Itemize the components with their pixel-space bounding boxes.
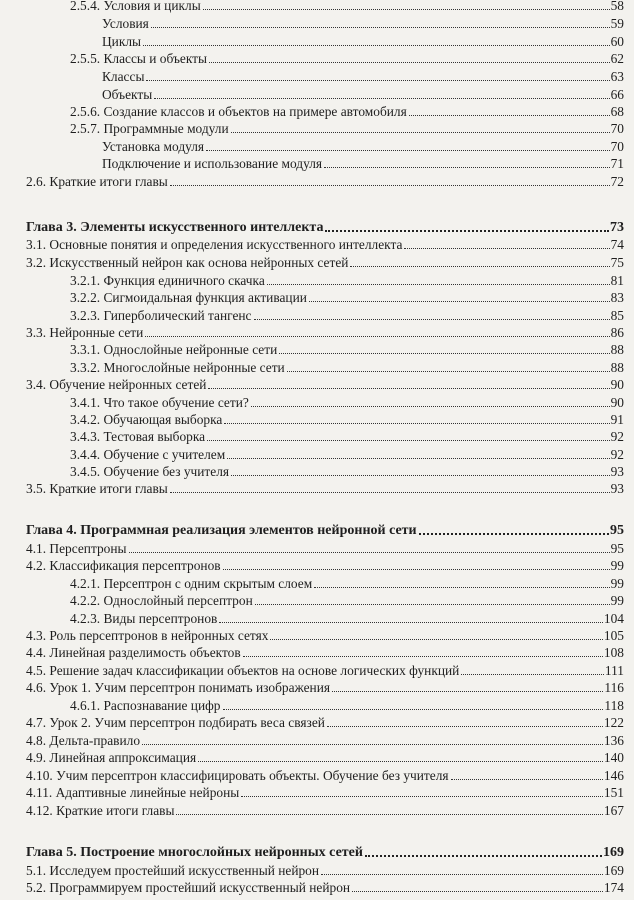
- toc-entry-title: 2.5.7. Программные модули: [70, 121, 229, 136]
- toc-dot-leader: [325, 230, 609, 232]
- toc-entry-page: 68: [610, 104, 624, 119]
- toc-entry-page: 63: [610, 69, 624, 84]
- toc-entry-page: 93: [610, 464, 624, 479]
- toc-entry-page: 99: [610, 576, 624, 591]
- toc-entry: [70, 102, 624, 120]
- toc-entry: [26, 713, 624, 731]
- toc-entry: [70, 696, 624, 714]
- toc-entry-title: 3.4.1. Что такое обучение сети?: [70, 395, 249, 410]
- toc-dot-leader: [309, 301, 610, 302]
- toc-dot-leader: [227, 458, 609, 459]
- toc-dot-leader: [243, 656, 603, 657]
- toc-entry-page: 95: [610, 523, 624, 538]
- toc-dot-leader: [255, 604, 610, 605]
- toc-entry-title: 4.2.3. Виды персептронов: [70, 611, 218, 626]
- toc-entry-title: 3.2. Искусственный нейрон как основа нейронных сетей: [26, 255, 349, 270]
- toc-entry: [26, 678, 624, 696]
- toc-dot-leader: [350, 266, 609, 267]
- toc-entry-page: 85: [610, 308, 624, 323]
- toc-entry-title: 3.4.2. Обучающая выборка: [70, 412, 223, 427]
- toc-entry: [26, 643, 624, 661]
- toc-chapter-entry: [26, 843, 624, 861]
- toc-entry-page: 108: [603, 645, 624, 660]
- toc-entry-page: 104: [603, 611, 624, 626]
- toc-entry: [26, 539, 624, 557]
- toc-entry-page: 74: [610, 237, 624, 252]
- toc-entry-title: 2.5.6. Создание классов и объектов на примере автомобиля: [70, 104, 407, 119]
- toc-dot-leader: [146, 80, 609, 81]
- toc-entry-page: 72: [610, 174, 624, 189]
- toc-entry-page: 88: [610, 360, 624, 375]
- toc-entry-page: 73: [610, 220, 624, 235]
- toc-entry-page: 62: [610, 51, 624, 66]
- toc-dot-leader: [151, 27, 610, 28]
- toc-chapter-entry: [26, 218, 624, 236]
- toc-entry: [70, 49, 624, 67]
- toc-entry-page: 99: [610, 558, 624, 573]
- toc-entry-title: 4.10. Учим персептрон классифицировать объекты. Обучение без учителя: [26, 768, 449, 783]
- toc-entry-page: 58: [610, 0, 624, 13]
- toc-dot-leader: [145, 336, 609, 337]
- toc-entry-page: 75: [610, 255, 624, 270]
- toc-entry-page: 174: [603, 880, 624, 895]
- toc-entry-title: 4.5. Решение задач классификации объектов на основе логических функций: [26, 663, 460, 678]
- toc-entry-title: 4.6.1. Распознавание цифр: [70, 698, 221, 713]
- toc-dot-leader: [176, 814, 602, 815]
- toc-dot-leader: [254, 319, 610, 320]
- toc-entry-page: 95: [610, 541, 624, 556]
- toc-entry-title: 4.11. Адаптивные линейные нейроны: [26, 785, 240, 800]
- toc-entry-page: 151: [603, 785, 624, 800]
- toc-entry-page: 59: [610, 16, 624, 31]
- toc-entry-page: 146: [603, 768, 624, 783]
- toc-entry: [102, 67, 624, 85]
- toc-entry-page: 169: [603, 863, 624, 878]
- toc-dot-leader: [223, 709, 604, 710]
- toc-entry: [70, 288, 624, 306]
- toc-entry-title: 3.4.3. Тестовая выборка: [70, 429, 206, 444]
- toc-entry-page: 167: [603, 803, 624, 818]
- toc-dot-leader: [241, 796, 603, 797]
- toc-entry: [70, 119, 624, 137]
- toc-entry-page: 116: [604, 680, 624, 695]
- toc-entry-title: 4.7. Урок 2. Учим персептрон подбирать веса связей: [26, 715, 325, 730]
- toc-entry-page: 92: [610, 447, 624, 462]
- toc-dot-leader: [208, 388, 609, 389]
- toc-entry: [70, 445, 624, 463]
- toc-entry-page: 91: [610, 412, 624, 427]
- toc-entry-title: Объекты: [102, 87, 153, 102]
- toc-entry-page: 118: [604, 698, 624, 713]
- toc-entry-page: 105: [603, 628, 624, 643]
- toc-dot-leader: [142, 744, 603, 745]
- toc-entry: [26, 375, 624, 393]
- toc-entry-title: Глава 5. Построение многослойных нейронных сетей: [26, 845, 363, 860]
- toc-entry-title: 3.5. Краткие итоги главы: [26, 481, 168, 496]
- toc-entry: [26, 626, 624, 644]
- toc-dot-leader: [287, 371, 610, 372]
- toc-entry: [70, 306, 624, 324]
- toc-entry-page: 70: [610, 121, 624, 136]
- toc-entry-page: 122: [603, 715, 624, 730]
- toc-dot-leader: [267, 284, 610, 285]
- toc-dot-leader: [224, 423, 609, 424]
- toc-entry-page: 88: [610, 342, 624, 357]
- toc-entry-title: Условия: [102, 16, 149, 31]
- toc-entry: [102, 32, 624, 50]
- toc-dot-leader: [170, 492, 610, 493]
- toc-entry-title: 4.4. Линейная разделимость объектов: [26, 645, 241, 660]
- toc-entry: [26, 731, 624, 749]
- toc-entry-title: 4.8. Дельта-правило: [26, 733, 141, 748]
- toc-entry: [102, 154, 624, 172]
- toc-entry-page: 136: [603, 733, 624, 748]
- toc-entry: [70, 358, 624, 376]
- toc-entry-page: 70: [610, 139, 624, 154]
- toc-chapter-entry: [26, 521, 624, 539]
- toc-entry-title: 4.12. Краткие итоги главы: [26, 803, 175, 818]
- toc-entry-page: 140: [603, 750, 624, 765]
- toc-entry-title: 3.2.1. Функция единичного скачка: [70, 273, 265, 288]
- toc-entry: [70, 574, 624, 592]
- toc-entry-title: 5.1. Исследуем простейший искусственный нейрон: [26, 863, 320, 878]
- toc-entry: [70, 340, 624, 358]
- toc-entry-page: 71: [610, 156, 624, 171]
- toc-dot-leader: [404, 248, 609, 249]
- toc-dot-leader: [324, 167, 610, 168]
- toc-entry: [70, 271, 624, 289]
- toc-dot-leader: [198, 761, 603, 762]
- toc-entry-title: 3.4.4. Обучение с учителем: [70, 447, 226, 462]
- toc-entry-title: 4.9. Линейная аппроксимация: [26, 750, 197, 765]
- toc-dot-leader: [231, 475, 610, 476]
- toc-dot-leader: [352, 891, 603, 892]
- toc-entry-page: 93: [610, 481, 624, 496]
- toc-dot-leader: [206, 150, 610, 151]
- toc-dot-leader: [251, 406, 610, 407]
- toc-entry: [26, 479, 624, 497]
- toc-entry-page: 60: [610, 34, 624, 49]
- toc-entry-title: 2.5.4. Условия и циклы: [70, 0, 201, 13]
- toc-dot-leader: [207, 440, 610, 441]
- toc-entry-title: Классы: [102, 69, 145, 84]
- toc-entry-title: 2.6. Краткие итоги главы: [26, 174, 168, 189]
- toc-entry-title: Циклы: [102, 34, 142, 49]
- toc-entry-title: Подключение и использование модуля: [102, 156, 323, 171]
- toc-entry-title: 3.3.1. Однослойные нейронные сети: [70, 342, 278, 357]
- toc-dot-leader: [419, 533, 609, 535]
- toc-entry-title: 4.2. Классификация персептронов: [26, 558, 221, 573]
- toc-dot-leader: [154, 98, 609, 99]
- toc-entry: [102, 85, 624, 103]
- toc-entry-title: 3.2.3. Гиперболический тангенс: [70, 308, 252, 323]
- toc-dot-leader: [223, 569, 610, 570]
- toc-entry-title: 4.6. Урок 1. Учим персептрон понимать изображения: [26, 680, 331, 695]
- toc-dot-leader: [209, 62, 610, 63]
- toc-entry-title: 3.1. Основные понятия и определения искусственного интеллекта: [26, 237, 403, 252]
- toc-entry: [26, 878, 624, 896]
- toc-entry-title: 3.4.5. Обучение без учителя: [70, 464, 230, 479]
- toc-entry: [26, 172, 624, 190]
- toc-entry-title: 2.5.5. Классы и объекты: [70, 51, 207, 66]
- toc-entry: [70, 393, 624, 411]
- toc-entry-title: 4.2.1. Персептрон с одним скрытым слоем: [70, 576, 313, 591]
- toc-dot-leader: [461, 674, 604, 675]
- toc-entry-title: 5.2. Программируем простейший искусственный нейрон: [26, 880, 351, 895]
- toc-entry-page: 66: [610, 87, 624, 102]
- toc-dot-leader: [321, 874, 603, 875]
- toc-entry: [26, 861, 624, 879]
- toc-entry: [26, 748, 624, 766]
- toc-entry-page: 81: [610, 273, 624, 288]
- toc-dot-leader: [143, 45, 610, 46]
- toc-entry-title: Установка модуля: [102, 139, 205, 154]
- toc-dot-leader: [409, 115, 610, 116]
- toc-entry-title: 3.4. Обучение нейронных сетей: [26, 377, 207, 392]
- toc-entry-title: 4.1. Персептроны: [26, 541, 127, 556]
- toc-entry: [26, 556, 624, 574]
- toc-entry: [26, 801, 624, 819]
- toc-entry-page: 90: [610, 395, 624, 410]
- toc-entry: [70, 591, 624, 609]
- toc-dot-leader: [129, 552, 610, 553]
- toc-dot-leader: [219, 622, 603, 623]
- toc-entry: [70, 0, 624, 14]
- toc-entry-title: Глава 3. Элементы искусственного интеллекта: [26, 220, 324, 235]
- toc-entry: [26, 235, 624, 253]
- toc-dot-leader: [327, 726, 603, 727]
- toc-entry: [26, 253, 624, 271]
- toc-dot-leader: [314, 587, 609, 588]
- toc-entry-title: 4.3. Роль персептронов в нейронных сетях: [26, 628, 269, 643]
- toc-dot-leader: [170, 185, 610, 186]
- toc-dot-leader: [451, 779, 603, 780]
- toc-entry-title: 3.3.2. Многослойные нейронные сети: [70, 360, 285, 375]
- toc-entry: [70, 427, 624, 445]
- toc-entry: [70, 462, 624, 480]
- toc-entry-page: 83: [610, 290, 624, 305]
- toc-entry: [70, 410, 624, 428]
- toc-entry-title: 3.3. Нейронные сети: [26, 325, 144, 340]
- toc-entry-page: 90: [610, 377, 624, 392]
- toc-entry-page: 111: [604, 663, 624, 678]
- toc-dot-leader: [203, 9, 610, 10]
- toc-entry-page: 86: [610, 325, 624, 340]
- toc-entry-page: 92: [610, 429, 624, 444]
- toc-entry: [102, 137, 624, 155]
- toc-entry-page: 99: [610, 593, 624, 608]
- toc-entry-title: Глава 4. Программная реализация элементов нейронной сети: [26, 523, 417, 538]
- toc-entry-page: 169: [603, 845, 624, 860]
- toc-dot-leader: [270, 639, 602, 640]
- toc-dot-leader: [365, 855, 602, 857]
- toc-dot-leader: [231, 132, 610, 133]
- toc-entry-title: 4.2.2. Однослойный персептрон: [70, 593, 253, 608]
- toc-dot-leader: [332, 691, 603, 692]
- toc-entry: [70, 609, 624, 627]
- toc-entry: [102, 14, 624, 32]
- toc-entry: [26, 323, 624, 341]
- toc-entry: [26, 661, 624, 679]
- toc-entry: [26, 783, 624, 801]
- toc-entry: [26, 766, 624, 784]
- toc-entry-title: 3.2.2. Сигмоидальная функция активации: [70, 290, 307, 305]
- toc-dot-leader: [279, 353, 609, 354]
